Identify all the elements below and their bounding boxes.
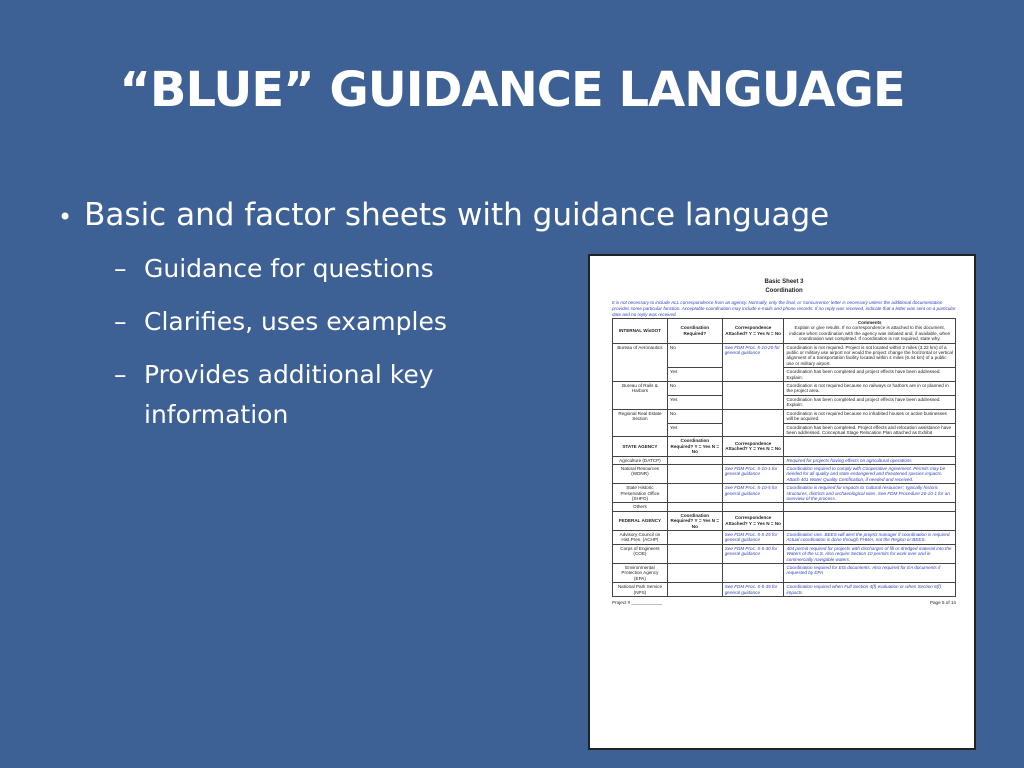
comment-text: Coordination rare. BEES will alert the project manager if coordination is required. Actual coordination is done through FHWA, not the Region or BEES. [784, 531, 956, 545]
col-coord: Coordination Required? Y = Yes N = No [667, 437, 722, 456]
option-yes: Yes [667, 368, 722, 382]
col-corr: Correspondence Attached? Y = Yes N = No [722, 319, 784, 344]
comment-yes: Coordination has been completed and project effects have been addressed. Explain: [784, 395, 956, 409]
col-corr: Correspondence Attached? Y = Yes N = No [722, 511, 784, 530]
col-state: STATE AGENCY [613, 437, 668, 456]
guidance-text: See FDM Proc. 5-10-20 for general guidance [722, 343, 784, 381]
comment-no: Coordination is not required because no railways or harbors are in or planned in the project area. [784, 382, 956, 396]
comment-yes: Coordination has been completed. Project effects and relocation assistance have been addressed. Conceptual Stage Relocation Plan attached as Exhibit [784, 423, 956, 437]
agency-name: Corps of Engineers (COE) [613, 544, 668, 563]
guidance-text: See FDM Proc. 5-10-1 for general guidance [722, 464, 784, 483]
col-coord: Coordination Required? Y = Yes N = No [667, 511, 722, 530]
option-no: No [667, 343, 722, 368]
agency-name: Natural Resources (WDNR) [613, 464, 668, 483]
guidance-text: See FDM Proc. 5-5-35 for general guidance [722, 583, 784, 597]
page-number: Page 5 of 14 [929, 600, 956, 606]
dash-icon: – [114, 360, 127, 389]
guidance-text: See FDM Proc. 5-5-25 for general guidance [722, 531, 784, 545]
guidance-text [722, 382, 784, 410]
guidance-text: See FDM Proc. 5-5-30 for general guidance [722, 544, 784, 563]
option-no: No [667, 382, 722, 396]
bullet-dot-icon: • [58, 203, 73, 231]
sub-bullet-text: Provides additional key information [144, 360, 434, 429]
sheet-footer [612, 600, 956, 605]
agency-name: Others [613, 503, 668, 511]
slide-title: “BLUE” GUIDANCE LANGUAGE [119, 62, 905, 118]
coordination-table [612, 318, 956, 597]
agency-name: State Historic Preservation Office (SHPO) [613, 484, 668, 503]
comment-no: Coordination is not required because no inhabited houses or active businesses will be acquired. [784, 409, 956, 423]
dash-icon: – [114, 254, 127, 283]
option-yes: Yes [667, 395, 722, 409]
agency-name: Regional Real Estate Section [613, 409, 668, 437]
sub-bullet-text: Guidance for questions [144, 254, 434, 283]
col-internal: INTERNAL WisDOT [613, 319, 668, 344]
comment-text: Coordination is required for impacts to 'cultural resources', typically historic structures, districts and archaeological sites. See FDM Procedure 26-10-1 for an overview of the process. [784, 484, 956, 503]
main-bullet-text: Basic and factor sheets with guidance language [84, 197, 830, 233]
comment-text: 404 permit required for projects with discharges of fill or dredged material into the Waters of the U.S. Also require Section 10 permits for work over and in commercially navigable waters. [784, 544, 956, 563]
sub-bullet-text: Clarifies, uses examples [144, 307, 447, 336]
col-corr: Correspondence Attached? Y = Yes N = No [722, 437, 784, 456]
main-bullet [58, 197, 829, 233]
guidance-text [722, 456, 784, 464]
option-no: No [667, 409, 722, 423]
comment-no: Coordination is not required. Project is not located within 2 miles (3.22 km) of a public or military use airport nor would the project change the horizontal or vertical alignment of a transportation facility located within 4 miles (6.44 km) of a public use or military airport. [784, 343, 956, 368]
agency-name: Bureau of Aeronautics [613, 343, 668, 381]
col-federal: FEDERAL AGENCY [613, 511, 668, 530]
sheet-intro: It is not necessary to include ALL correspondence from an agency. Normally, only the final, or 'concurrence' letter is necessary unless the additional documentation provides some particular function. Acceptable coordination may include e-mails and phone records. If no reply was received, indicate that a letter was sent on a particular date and no reply was received. [612, 300, 956, 317]
comment-text: Required for projects having effects on agricultural operations [784, 456, 956, 464]
agency-name: Advisory Council on Hist.Pres. (ACHP) [613, 531, 668, 545]
comment-text: Coordination required to comply with Cooperative Agreement. Permits may be needed for all quality and state endangered and threatened species impacts. Attach 401 Water Quality Certification, if needed and received. [784, 464, 956, 483]
comment-text: Coordination required when Full Section 4(f) evaluation or when Section 6(f) impacts [784, 583, 956, 597]
agency-name: National Park Service (NPS) [613, 583, 668, 597]
comment-yes: Coordination has been completed and project effects have been addressed. Explain: [784, 368, 956, 382]
sheet-title: Basic Sheet 3 [764, 279, 804, 285]
sheet-subtitle: Coordination [765, 288, 803, 294]
basic-sheet-image [588, 254, 976, 750]
agency-name: Agriculture (DATCP) [613, 456, 668, 464]
agency-name: Environmental Protection Agency (EPA) [613, 564, 668, 583]
agency-name: Bureau of Rails & Harbors [613, 382, 668, 410]
col-coord: Coordination Required? [667, 319, 722, 344]
dash-icon: – [114, 307, 127, 336]
comment-text: Coordination required for EIS documents. Also required for EA documents if requested by EPA [784, 564, 956, 583]
col-comments: Comments Explain or give results. If no correspondence is attached to this document, indicate when coordination with the agency was initiated and, if available, when coordination was completed. If coordination is not required, state why. [784, 319, 956, 344]
project-number: Project # ____________ [612, 600, 663, 606]
option-yes: Yes [667, 423, 722, 437]
guidance-text: See FDM Proc. 5-10-5 for general guidance [722, 484, 784, 503]
guidance-text [722, 409, 784, 437]
